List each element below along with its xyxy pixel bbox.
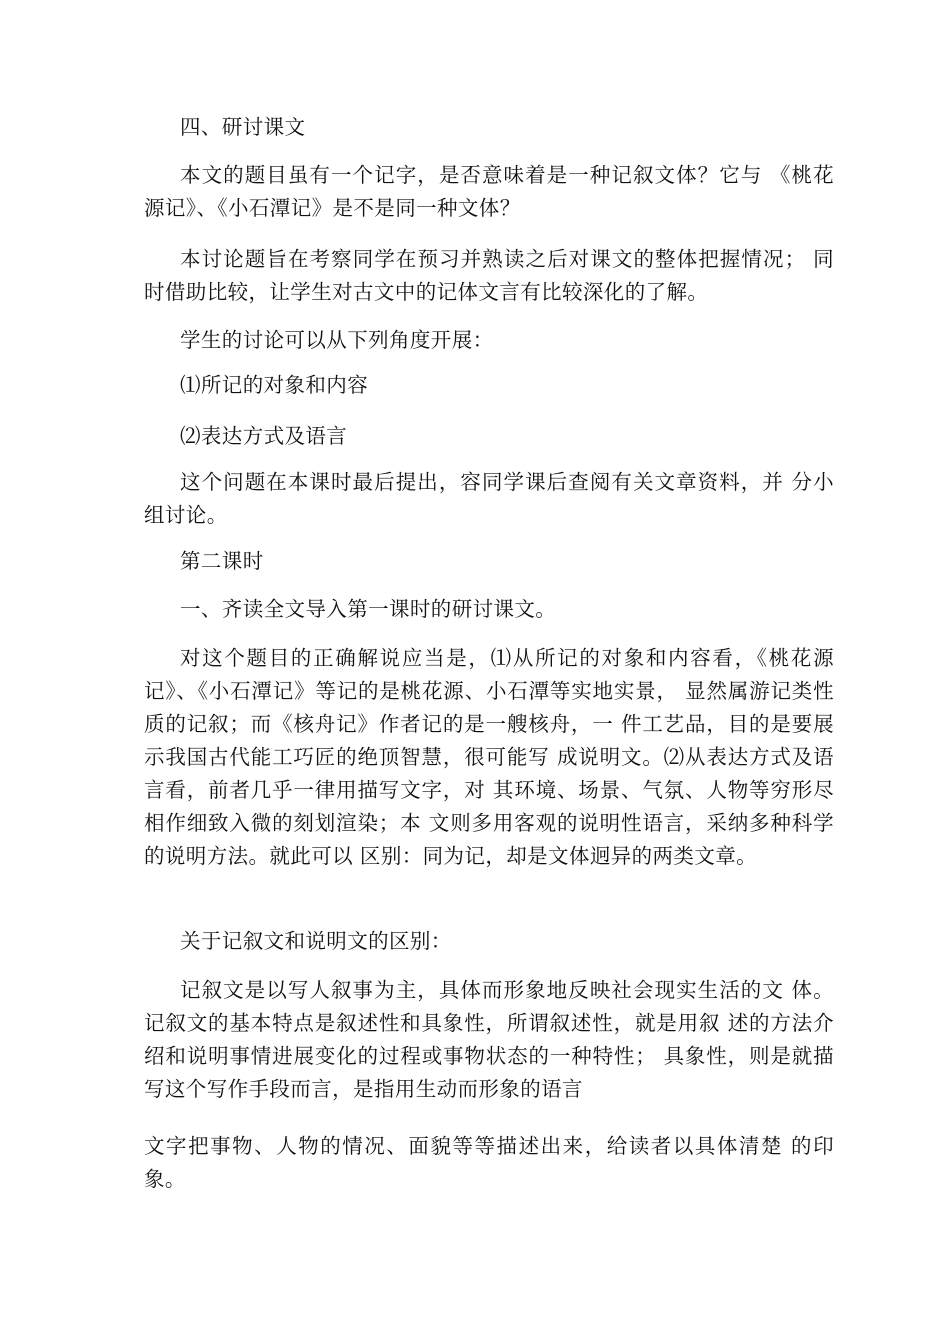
section-heading-second-lesson: 第二课时	[180, 549, 264, 573]
section-heading-discussion: 四、研讨课文	[180, 115, 306, 139]
list-item-1: ⑴所记的对象和内容	[180, 373, 369, 397]
list-item-2: ⑵表达方式及语言	[180, 424, 348, 448]
paragraph-difference-heading: 关于记叙文和说明文的区别：	[180, 929, 452, 953]
paragraph-after-class: 这个问题在本课时最后提出，容同学课后查阅有关文章资料，并 分小组讨论。	[144, 470, 834, 527]
paragraph-narrative-continuation: 文字把事物、人物的情况、面貌等等描述出来，给读者以具体清楚 的印象。	[144, 1134, 834, 1191]
paragraph-correct-explanation: 对这个题目的正确解说应当是，⑴从所记的对象和内容看，《桃花源记》、《小石潭记》等记的是桃花源、小石潭等实地实景， 显然属游记类性质的记叙；而《核舟记》作者记的是一艘核舟，一 件工艺品，目的是要展示我国古代能工巧匠的绝顶智慧，很可能写 成说明文。⑵从表达方式及语言看，前者几乎一律用描写文字，对 其环境、场景、气氛、人物等穷形尽相作细致入微的刻划渲染；本 文则多用客观的说明性语言，采纳多种科学的说明方法。就此可以 区别：同为记，却是文体迥异的两类文章。	[144, 646, 834, 868]
paragraph-question: 本文的题目虽有一个记字，是否意味着是一种记叙文体？它与 《桃花源记》、《小石潭记》是不是同一种文体？	[144, 163, 834, 220]
paragraph-narrative-definition: 记叙文是以写人叙事为主，具体而形象地反映社会现实生活的文 体。记叙文的基本特点是叙述性和具象性，所谓叙述性，就是用叙 述的方法介绍和说明事情进展变化的过程或事物状态的一种特性； 具象性，则是就描写这个写作手段而言，是指用生动而形象的语言	[144, 978, 834, 1101]
paragraph-discussion-purpose: 本讨论题旨在考察同学在预习并熟读之后对课文的整体把握情况； 同时借助比较，让学生对古文中的记体文言有比较深化的了解。	[144, 247, 834, 304]
section-heading-read-aloud: 一、齐读全文导入第一课时的研讨课文。	[180, 597, 557, 621]
paragraph-discussion-angles: 学生的讨论可以从下列角度开展：	[180, 328, 494, 352]
